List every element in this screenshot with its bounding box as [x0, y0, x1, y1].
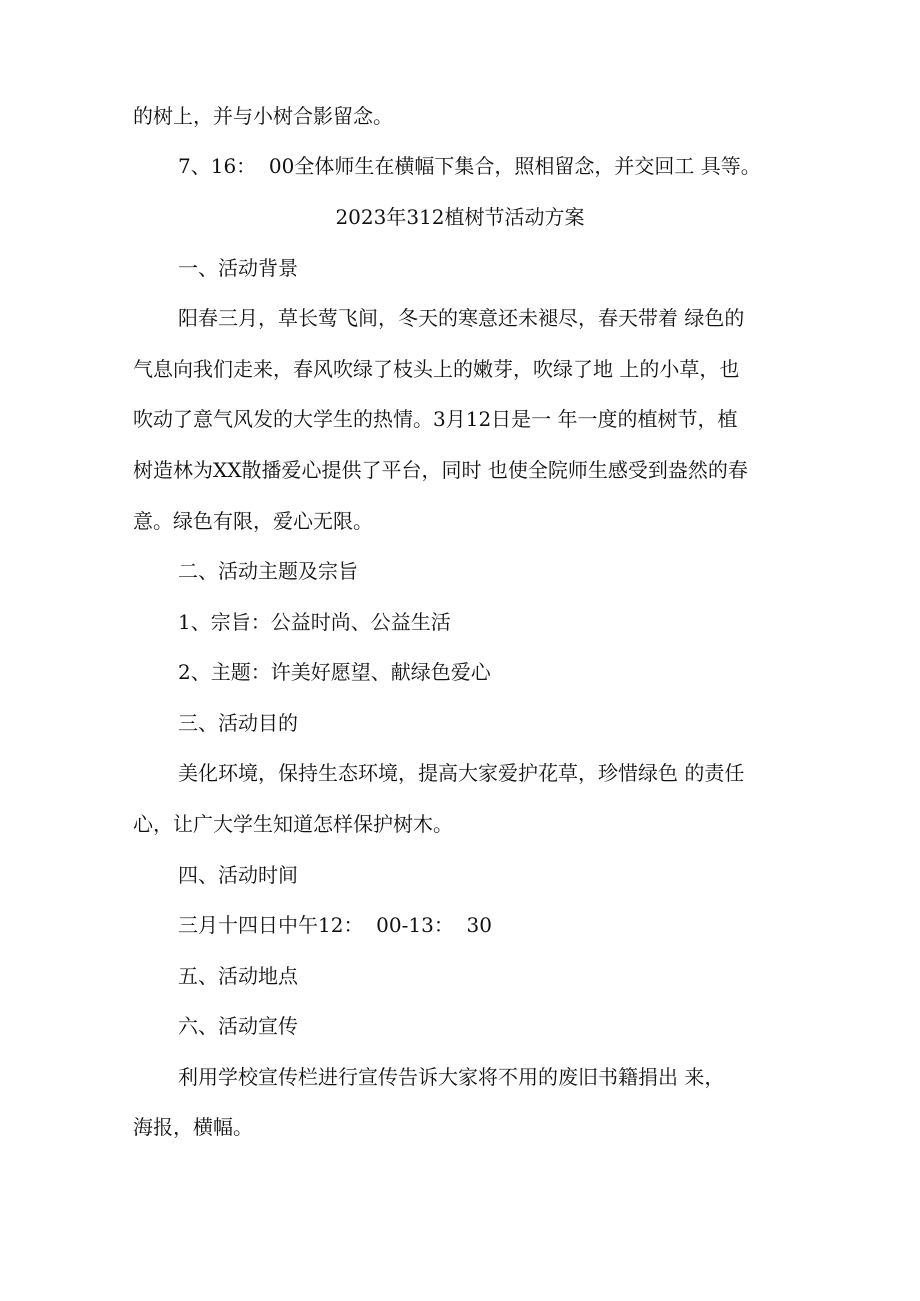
section-heading-publicity: 六、活动宣传	[178, 1014, 298, 1038]
list-item: 2、主题：许美好愿望、献绿色爱心	[178, 660, 491, 684]
paragraph-line: 的树上，并与小树合影留念。	[133, 104, 393, 128]
paragraph-line: 美化环境，保持生态环境，提高大家爱护花草，珍惜绿色 的责任	[178, 761, 745, 785]
paragraph-line: 阳春三月，草长莺飞间，冬天的寒意还未褪尽，春天带着 绿色的	[178, 306, 745, 330]
section-heading-purpose: 三、活动目的	[178, 711, 298, 735]
paragraph-line: 树造林为XX散播爱心提供了平台，同时 也使全院师生感受到盎然的春	[133, 458, 748, 482]
paragraph-line: 利用学校宣传栏进行宣传告诉大家将不用的废旧书籍捐出 来，	[178, 1065, 725, 1089]
paragraph-line: 意。绿色有限，爱心无限。	[133, 509, 373, 533]
paragraph-line: 气息向我们走来，春风吹绿了枝头上的嫩芽，吹绿了地 上的小草，也	[133, 357, 740, 381]
section-heading-theme: 二、活动主题及宗旨	[178, 559, 358, 583]
paragraph-line: 三月十四日中午12： 00-13： 30	[178, 913, 492, 937]
list-item: 1、宗旨：公益时尚、公益生活	[178, 610, 451, 634]
paragraph-line: 心，让广大学生知道怎样保护树木。	[133, 812, 453, 836]
section-heading-background: 一、活动背景	[178, 256, 298, 280]
section-heading-time: 四、活动时间	[178, 863, 298, 887]
document-title: 2023年312植树节活动方案	[335, 205, 585, 229]
paragraph-line: 海报，横幅。	[133, 1115, 253, 1139]
section-heading-location: 五、活动地点	[178, 964, 298, 988]
paragraph-line: 吹动了意气风发的大学生的热情。3月12日是一 年一度的植树节，植	[133, 407, 738, 431]
schedule-line: 7、16： 00全体师生在横幅下集合，照相留念，并交回工 具等。	[178, 154, 761, 178]
